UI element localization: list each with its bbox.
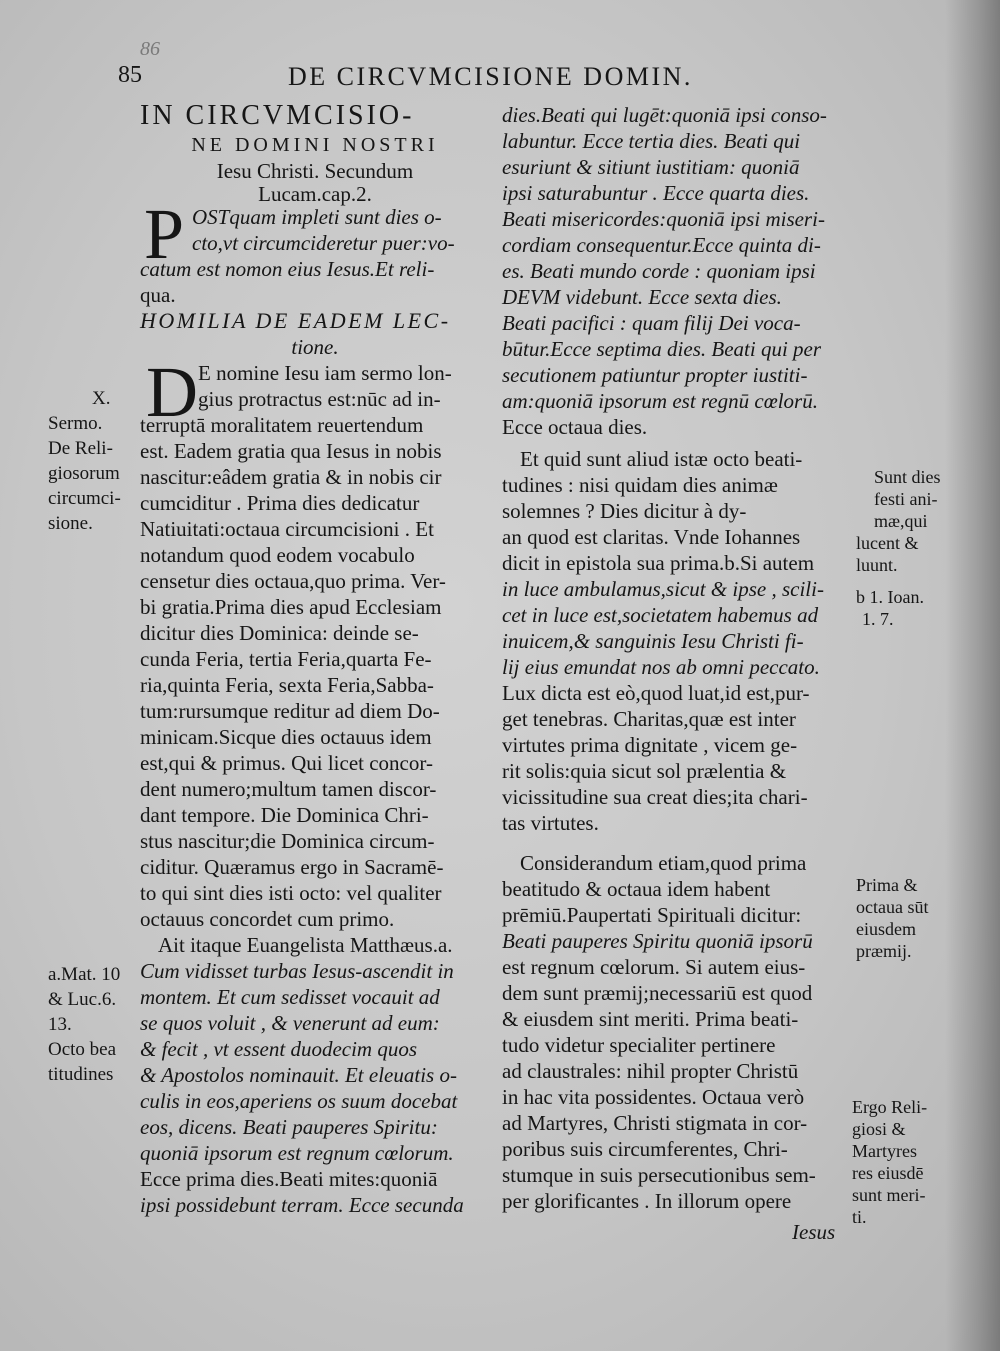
margin-note-line: Sunt dies bbox=[874, 467, 941, 487]
margin-note-line: Martyres bbox=[852, 1141, 917, 1161]
running-title: DE CIRCVMCISIONE DOMIN. bbox=[288, 62, 693, 91]
dies-line: inuicem,& sanguinis Iesu Christi fi- bbox=[502, 629, 804, 653]
matthew-line: Ecce prima dies.Beati mites:quoniā bbox=[140, 1167, 438, 1191]
dies-line: tudines : nisi quidam dies animæ bbox=[502, 473, 778, 497]
beatitudes-line: Ecce octaua dies. bbox=[502, 415, 648, 439]
sermon-line: Natiuitati:octaua circumcisioni . Et bbox=[140, 517, 434, 541]
considerandum-line: in hac vita possidentes. Octaua verò bbox=[502, 1085, 805, 1109]
beatitudes-line: es. Beati mundo corde : quoniam ipsi bbox=[502, 259, 816, 283]
chapter-title-line-3: Iesu Christi. Secundum bbox=[216, 159, 414, 183]
considerandum-line: Beati pauperes Spiritu quoniā ipsorū bbox=[502, 929, 813, 953]
dies-line: rit solis:quia sicut sol prælentia & bbox=[502, 759, 787, 783]
left-margin-note-sermo bbox=[48, 386, 121, 536]
matthew-line: se quos voluit , & venerunt ad eum: bbox=[140, 1011, 440, 1035]
left-margin-note-matthew bbox=[48, 962, 120, 1087]
margin-note-line: octaua sūt bbox=[856, 897, 929, 917]
homilia-heading-line-2: tione. bbox=[291, 335, 339, 359]
drop-cap-d: D bbox=[146, 352, 198, 432]
margin-note-line: giosi & bbox=[852, 1119, 906, 1139]
right-margin-note-martyres bbox=[852, 1096, 927, 1228]
chapter-title-line-1: IN CIRCVMCISIO- bbox=[140, 100, 415, 131]
beatitudes-line: secutionem patiuntur propter iustiti- bbox=[502, 363, 808, 387]
sermon-line: octauus concordet cum primo. bbox=[140, 907, 395, 931]
pencil-folio: 86 bbox=[140, 38, 160, 60]
matthew-line: Ait itaque Euangelista Matthæus.a. bbox=[158, 933, 453, 957]
sermon-line: dicitur dies Dominica: deinde se- bbox=[140, 621, 419, 645]
sermon-line: terruptā moralitatem reuertendum bbox=[140, 413, 424, 437]
gospel-line: cto,vt circumcideretur puer:vo- bbox=[192, 231, 455, 255]
beatitudes-line: DEVM videbunt. Ecce sexta dies. bbox=[502, 285, 782, 309]
sermon-line: dent numero;multum tamen discor- bbox=[140, 777, 437, 801]
drop-cap-p: P bbox=[144, 194, 185, 274]
margin-note-line: titudines bbox=[48, 1064, 114, 1085]
gospel-line: OSTquam impleti sunt dies o- bbox=[192, 205, 442, 229]
margin-note-line: b 1. Ioan. bbox=[856, 587, 924, 607]
matthew-line: & fecit , vt essent duodecim quos bbox=[140, 1037, 418, 1061]
dies-line: tas virtutes. bbox=[502, 811, 599, 835]
catchword: Iesus bbox=[792, 1220, 836, 1244]
right-margin-note-praemij bbox=[856, 874, 928, 962]
right-column bbox=[502, 102, 852, 1214]
beatitudes-paragraph bbox=[502, 102, 852, 440]
margin-note-line: 1. 7. bbox=[862, 609, 894, 629]
dies-line: in luce ambulamus,sicut & ipse , scili- bbox=[502, 577, 824, 601]
margin-note-line: & Luc.6. bbox=[48, 989, 117, 1010]
considerandum-line: & eiusdem sint meriti. Prima beati- bbox=[502, 1007, 799, 1031]
dies-animae-paragraph bbox=[502, 446, 852, 836]
dies-line: virtutes prima dignitate , vicem ge- bbox=[502, 733, 798, 757]
considerandum-line: ad claustrales: nihil propter Christū bbox=[502, 1059, 799, 1083]
margin-note-line: luunt. bbox=[856, 555, 898, 575]
sermon-line: bi gratia.Prima dies apud Ecclesiam bbox=[140, 595, 442, 619]
considerandum-line: dem sunt præmij;necessariū est quod bbox=[502, 981, 813, 1005]
chapter-title-line-2: NE DOMINI NOSTRI bbox=[191, 134, 439, 156]
sermon-line: stus nascitur;die Dominica circum- bbox=[140, 829, 435, 853]
sermon-line: cumciditur . Prima dies dedicatur bbox=[140, 491, 420, 515]
margin-note-line: mæ,qui bbox=[874, 511, 928, 531]
sermon-line: dant tempore. Die Dominica Chri- bbox=[140, 803, 429, 827]
matthew-paragraph bbox=[140, 932, 490, 1218]
margin-note-line: res eiusdē bbox=[852, 1163, 924, 1183]
beatitudes-line: labuntur. Ecce tertia dies. Beati qui bbox=[502, 129, 801, 153]
dies-line: Lux dicta est eò,quod luat,id est,pur- bbox=[502, 681, 810, 705]
beatitudes-line: esuriunt & sitiunt iustitiam: quoniā bbox=[502, 155, 800, 179]
right-margin-note-dies bbox=[856, 466, 941, 576]
sermon-line: E nomine Iesu iam sermo lon- bbox=[198, 361, 452, 385]
sermon-line: ria,quinta Feria, sexta Feria,Sabba- bbox=[140, 673, 434, 697]
matthew-line: eos, dicens. Beati pauperes Spiritu: bbox=[140, 1115, 438, 1139]
margin-note-line: ti. bbox=[852, 1207, 867, 1227]
margin-note-line: Ergo Reli- bbox=[852, 1097, 928, 1117]
margin-note-line: De Reli- bbox=[48, 438, 113, 459]
gutter-shadow bbox=[945, 0, 1000, 1351]
matthew-line: Cum vidisset turbas Iesus-ascendit in bbox=[140, 959, 454, 983]
sermon-line: tum:rursumque reditur ad diem Do- bbox=[140, 699, 440, 723]
margin-note-line: a.Mat. 10 bbox=[48, 964, 121, 985]
dies-line: Et quid sunt aliud istæ octo beati- bbox=[520, 447, 803, 471]
considerandum-paragraph bbox=[502, 850, 852, 1214]
margin-note-line: Sermo. bbox=[48, 413, 103, 434]
margin-note-line: Prima & bbox=[856, 875, 918, 895]
matthew-line: culis in eos,aperiens os suum docebat bbox=[140, 1089, 458, 1113]
sermon-line: est,qui & primus. Qui licet concor- bbox=[140, 751, 433, 775]
sermon-line: to qui sint dies isti octo: vel qualiter bbox=[140, 881, 442, 905]
beatitudes-line: ipsi saturabuntur . Ecce quarta dies. bbox=[502, 181, 810, 205]
sermon-line: censetur dies octaua,quo prima. Ver- bbox=[140, 569, 446, 593]
margin-note-line: lucent & bbox=[856, 533, 919, 553]
considerandum-line: ad Martyres, Christi stigmata in cor- bbox=[502, 1111, 808, 1135]
beatitudes-line: am:quoniā ipsorum est regnū cœlorū. bbox=[502, 389, 818, 413]
margin-note-line: sione. bbox=[48, 513, 93, 534]
beatitudes-line: Beati pacifici : quam filij Dei voca- bbox=[502, 311, 801, 335]
beatitudes-line: būtur.Ecce septima dies. Beati qui per bbox=[502, 337, 822, 361]
margin-note-line: eiusdem bbox=[856, 919, 916, 939]
sermon-line: notandum quod eodem vocabulo bbox=[140, 543, 415, 567]
matthew-line: & Apostolos nominauit. Et eleuatis o- bbox=[140, 1063, 457, 1087]
margin-note-line: giosorum bbox=[48, 463, 120, 484]
sermon-line: gius protractus est:nūc ad in- bbox=[198, 387, 441, 411]
margin-note-line: sunt meri- bbox=[852, 1185, 926, 1205]
matthew-line: montem. Et cum sedisset vocauit ad bbox=[140, 985, 440, 1009]
sermon-line: cunda Feria, tertia Feria,quarta Fe- bbox=[140, 647, 432, 671]
matthew-line: ipsi possidebunt terram. Ecce secunda bbox=[140, 1193, 464, 1217]
matthew-line: quoniā ipsorum est regnum cœlorum. bbox=[140, 1141, 454, 1165]
chapter-title-line-4: Lucam.cap.2. bbox=[258, 182, 372, 206]
gospel-line: catum est nomon eius Iesus.Et reli- bbox=[140, 257, 435, 281]
right-margin-note-ioan bbox=[856, 586, 924, 630]
dies-line: lij eius emundat nos ab omni peccato. bbox=[502, 655, 820, 679]
dies-line: vicissitudine sua creat dies;ita chari- bbox=[502, 785, 808, 809]
sermon-line: est. Eadem gratia qua Iesus in nobis bbox=[140, 439, 442, 463]
margin-note-line: circumci- bbox=[48, 488, 121, 509]
considerandum-line: prēmiū.Paupertati Spirituali dicitur: bbox=[502, 903, 802, 927]
considerandum-line: beatitudo & octaua idem habent bbox=[502, 877, 771, 901]
sermon-paragraph bbox=[140, 352, 490, 932]
considerandum-line: Considerandum etiam,quod prima bbox=[520, 851, 807, 875]
margin-note-line: præmij. bbox=[856, 941, 912, 961]
sermon-line: nascitur:eâdem gratia & in nobis cir bbox=[140, 465, 442, 489]
considerandum-line: per glorificantes . In illorum opere bbox=[502, 1189, 792, 1213]
dies-line: an quod est claritas. Vnde Iohannes bbox=[502, 525, 801, 549]
considerandum-line: tudo videtur specialiter pertinere bbox=[502, 1033, 776, 1057]
dies-line: cet in luce est,societatem habemus ad bbox=[502, 603, 819, 627]
beatitudes-line: cordiam consequentur.Ecce quinta di- bbox=[502, 233, 821, 257]
margin-note-line: X. bbox=[92, 388, 111, 409]
beatitudes-line: dies.Beati qui lugēt:quoniā ipsi conso- bbox=[502, 103, 827, 127]
margin-note-line: festi ani- bbox=[874, 489, 938, 509]
margin-note-line: Octo bea bbox=[48, 1039, 117, 1060]
considerandum-line: est regnum cœlorum. Si autem eius- bbox=[502, 955, 806, 979]
sermon-line: ciditur. Quæramus ergo in Sacramē- bbox=[140, 855, 444, 879]
considerandum-line: stumque in suis persecutionibus sem- bbox=[502, 1163, 816, 1187]
gospel-line: qua. bbox=[140, 283, 176, 307]
margin-note-line: 13. bbox=[48, 1014, 72, 1035]
left-column bbox=[140, 100, 490, 1218]
dies-line: get tenebras. Charitas,quæ est inter bbox=[502, 707, 796, 731]
beatitudes-line: Beati misericordes:quoniā ipsi miseri- bbox=[502, 207, 825, 231]
homilia-heading-line-1: HOMILIA DE EADEM LEC- bbox=[140, 308, 451, 333]
sermon-line: minicam.Sicque dies octauus idem bbox=[140, 725, 432, 749]
dies-line: solemnes ? Dies dicitur à dy- bbox=[502, 499, 747, 523]
dies-line: dicit in epistola sua prima.b.Si autem bbox=[502, 551, 815, 575]
considerandum-line: poribus suis circumferentes, Chri- bbox=[502, 1137, 788, 1161]
folio-number: 85 bbox=[118, 62, 142, 88]
